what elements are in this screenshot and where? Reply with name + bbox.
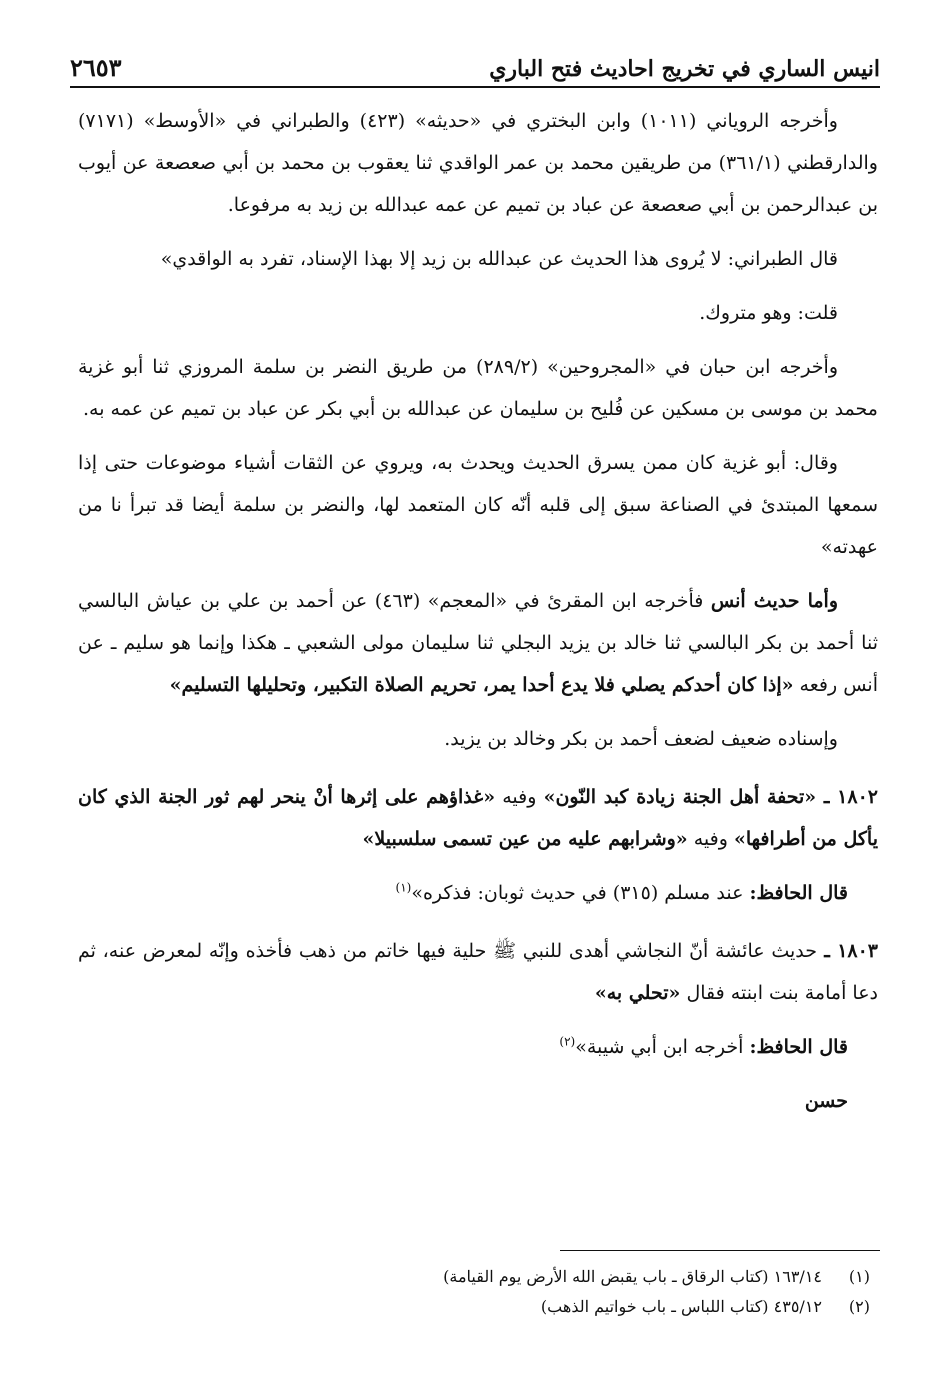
paragraph-1: وأخرجه الروياني (١٠١١) وابن البختري في «حديثه» (٤٢٣) والطبراني في «الأوسط» (٧١٧١) والدارقطني (٣٦١/١) من طريقين محمد بن عمر الواقدي ثنا يعقوب بن محمد بن أبي صعصعة عن أيوب بن عبدالرحمن بن أبي صعصعة عن عباد بن تميم عن عمه عبدالله بن زيد به مرفوعا. [78,110,878,216]
page-number: ٢٦٥٣ [70,53,122,82]
footnote-divider [560,1250,880,1251]
footnote-text: ١٦٣/١٤ (كتاب الرقاق ـ باب يقبض الله الأرض يوم القيامة) [443,1267,822,1286]
entry-1802-hafiz [78,872,878,914]
main-text [78,100,878,1134]
entry-1802-quote-1: «تحفة أهل الجنة زيادة كبد النّون» [543,786,817,808]
hafiz-text: أخرجه ابن أبي شيبة» [575,1036,750,1058]
footnote-number: (١) [848,1267,870,1286]
entry-1802-connector-2: وفيه [687,828,734,850]
footnote-number: (٢) [848,1297,870,1316]
paragraph-6-text: فأخرجه ابن المقرئ في «المعجم» (٤٦٣) عن أحمد بن علي بن عياش البالسي ثنا أحمد بن بكر البالسي ثنا خالد بن يزيد البجلي ثنا سليمان مولى الشعبي ـ هكذا وإنما هو سليم ـ عن أنس رفعه [78,590,878,696]
footnote-ref-2: (٢) [559,1034,576,1049]
paragraph-6 [78,580,878,706]
entry-1803-quote: «تحلي به» [594,982,681,1004]
entry-1803-hafiz [78,1026,878,1068]
hafiz-label: قال الحافظ: [749,1036,848,1058]
running-header [70,38,880,88]
entry-1803 [78,930,878,1014]
hafiz-label: قال الحافظ: [749,882,848,904]
footnote-ref-1: (١) [395,880,412,895]
paragraph-4: وأخرجه ابن حبان في «المجروحين» (٢٨٩/٢) من طريق النضر بن سلمة المروزي ثنا أبو غزية محمد بن موسى بن مسكين عن فُليح بن سليمان عن عبدالله بن أبي بكر عن عباد بن تميم عن عمه به. [78,356,878,420]
paragraph-2: قال الطبراني: لا يُروى هذا الحديث عن عبدالله بن زيد إلا بهذا الإسناد، تفرد به الواقدي» [160,248,838,270]
entry-1802 [78,776,878,860]
paragraph-7: وإسناده ضعيف لضعف أحمد بن بكر وخالد بن يزيد. [444,728,838,750]
book-title: انيس الساري في تخريج احاديث فتح الباري [489,56,880,82]
footnote-2 [78,1292,870,1322]
entry-1802-number: ١٨٠٢ ـ [816,786,878,808]
entry-1803-number: ١٨٠٣ ـ [817,940,879,962]
hafiz-text: عند مسلم (٣١٥) في حديث ثوبان: فذكره» [411,882,750,904]
paragraph-6-lead: وأما حديث أنس [710,590,839,612]
entry-1802-quote-3: «وشرابهم عليه من عين تسمى سلسبيلا» [362,828,688,850]
footnote-1 [78,1262,870,1292]
paragraph-5: وقال: أبو غزية كان ممن يسرق الحديث ويحدث به، ويروي عن الثقات أشياء موضوعات حتى إذا سمعها المبتدئ في الصناعة سبق إلى قلبه أنّه كان المتعمد لها، والنضر بن سلمة أيضا قد تبرأ نا من عهدته» [78,452,878,558]
paragraph-6-quote: «إذا كان أحدكم يصلي فلا يدع أحدا يمر، تحريم الصلاة التكبير، وتحليلها التسليم» [169,674,794,696]
footnote-text: ٤٣٥/١٢ (كتاب اللباس ـ باب خواتيم الذهب) [540,1297,822,1316]
hadith-grade: حسن [804,1090,848,1112]
entry-1802-quote-2: «غذاؤهم على إثرها أنْ ينحر لهم ثور الجنة الذي كان يأكل من أطرافها» [78,786,878,850]
footnotes [78,1262,870,1322]
paragraph-3: قلت: وهو متروك. [699,302,838,324]
entry-1802-connector-1: وفيه [495,786,544,808]
entry-1803-text: حديث عائشة أنّ النجاشي أهدى للنبي ﷺ حلية فيها خاتم من ذهب فأخذه وإنّه لمعرض عنه، ثم دعا أمامة بنت ابنته فقال [78,940,878,1004]
